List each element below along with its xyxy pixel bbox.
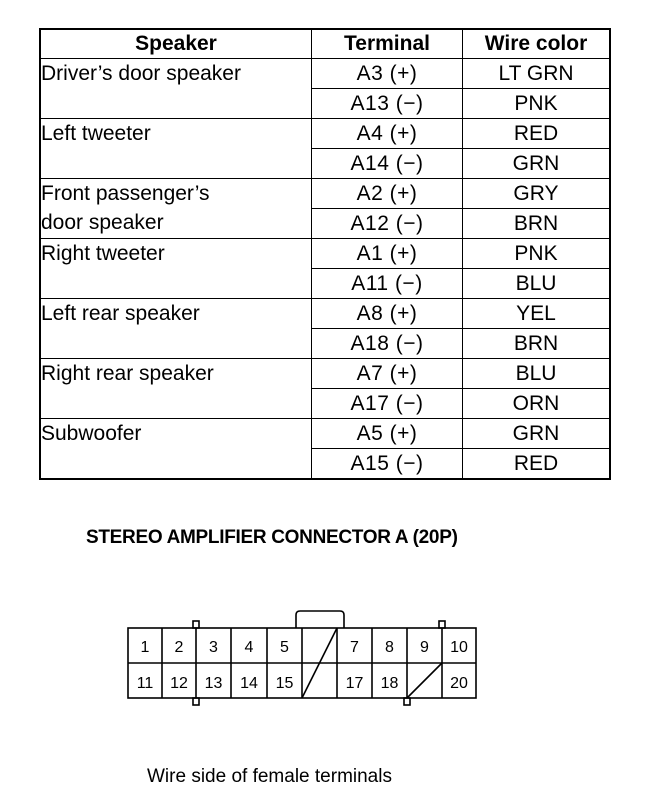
connector-title: STEREO AMPLIFIER CONNECTOR A (20P) <box>86 527 458 548</box>
terminal-number: 11 <box>136 675 154 692</box>
terminal-cell: A13 (−) <box>312 89 463 119</box>
terminal-number: 9 <box>420 639 429 656</box>
terminal-number: 20 <box>450 675 468 692</box>
speaker-name-line: Subwoofer <box>41 422 142 445</box>
terminal-cell: A4 (+) <box>312 119 463 149</box>
connector-caption: Wire side of female terminals <box>147 766 392 787</box>
terminal-number: 1 <box>140 639 150 656</box>
locating-clip <box>193 698 199 705</box>
terminal-number: 5 <box>280 639 289 656</box>
terminal-number: 7 <box>350 639 359 656</box>
wire-color-cell: RED <box>463 449 611 480</box>
terminal-cell: A8 (+) <box>312 299 463 329</box>
terminal-cell: A1 (+) <box>312 239 463 269</box>
locating-clip <box>439 621 445 628</box>
terminal-cell: A12 (−) <box>312 209 463 239</box>
terminal-number: 15 <box>275 675 294 692</box>
wire-color-cell: GRY <box>463 179 611 209</box>
wire-color-cell: YEL <box>463 299 611 329</box>
locating-clip <box>193 621 199 628</box>
speaker-name-line: Driver’s door speaker <box>41 62 241 85</box>
wire-color-cell: BLU <box>463 269 611 299</box>
speaker-name-line: door speaker <box>41 211 164 234</box>
terminal-number: 18 <box>380 675 399 692</box>
terminal-number: 8 <box>385 639 394 656</box>
wire-color-cell: ORN <box>463 389 611 419</box>
lock-tab <box>296 611 344 628</box>
terminal-number: 13 <box>204 675 223 692</box>
wire-color-cell: LT GRN <box>463 59 611 89</box>
terminal-number: 12 <box>170 675 188 692</box>
speaker-name-line: Left tweeter <box>41 122 151 145</box>
terminal-cell: A11 (−) <box>312 269 463 299</box>
blank-cavity-slash <box>407 663 442 698</box>
speaker-name-line: Right tweeter <box>41 242 165 265</box>
wire-color-cell: BRN <box>463 329 611 359</box>
wire-color-cell: GRN <box>463 419 611 449</box>
terminal-cell: A15 (−) <box>312 449 463 480</box>
terminal-cell: A18 (−) <box>312 329 463 359</box>
terminal-cell: A2 (+) <box>312 179 463 209</box>
speaker-name-line: Right rear speaker <box>41 362 214 385</box>
wire-color-cell: BRN <box>463 209 611 239</box>
wire-color-cell: PNK <box>463 89 611 119</box>
wire-color-cell: RED <box>463 119 611 149</box>
speaker-name-line: Left rear speaker <box>41 302 200 325</box>
wire-color-cell: GRN <box>463 149 611 179</box>
header-terminal: Terminal <box>312 29 463 59</box>
header-wire-color: Wire color <box>463 29 611 59</box>
terminal-cell: A17 (−) <box>312 389 463 419</box>
terminal-cell: A14 (−) <box>312 149 463 179</box>
wire-color-cell: BLU <box>463 359 611 389</box>
terminal-cell: A7 (+) <box>312 359 463 389</box>
terminal-number: 14 <box>240 675 258 692</box>
terminal-cell: A3 (+) <box>312 59 463 89</box>
speaker-name-line: Front passenger’s <box>41 182 210 205</box>
terminal-number: 10 <box>450 639 468 656</box>
terminal-number: 2 <box>174 639 184 656</box>
terminal-number: 3 <box>209 639 218 656</box>
terminal-cell: A5 (+) <box>312 419 463 449</box>
locating-clip <box>404 698 410 705</box>
header-speaker: Speaker <box>40 29 312 59</box>
terminal-number: 4 <box>244 639 254 656</box>
wire-color-cell: PNK <box>463 239 611 269</box>
terminal-number: 17 <box>345 675 364 692</box>
